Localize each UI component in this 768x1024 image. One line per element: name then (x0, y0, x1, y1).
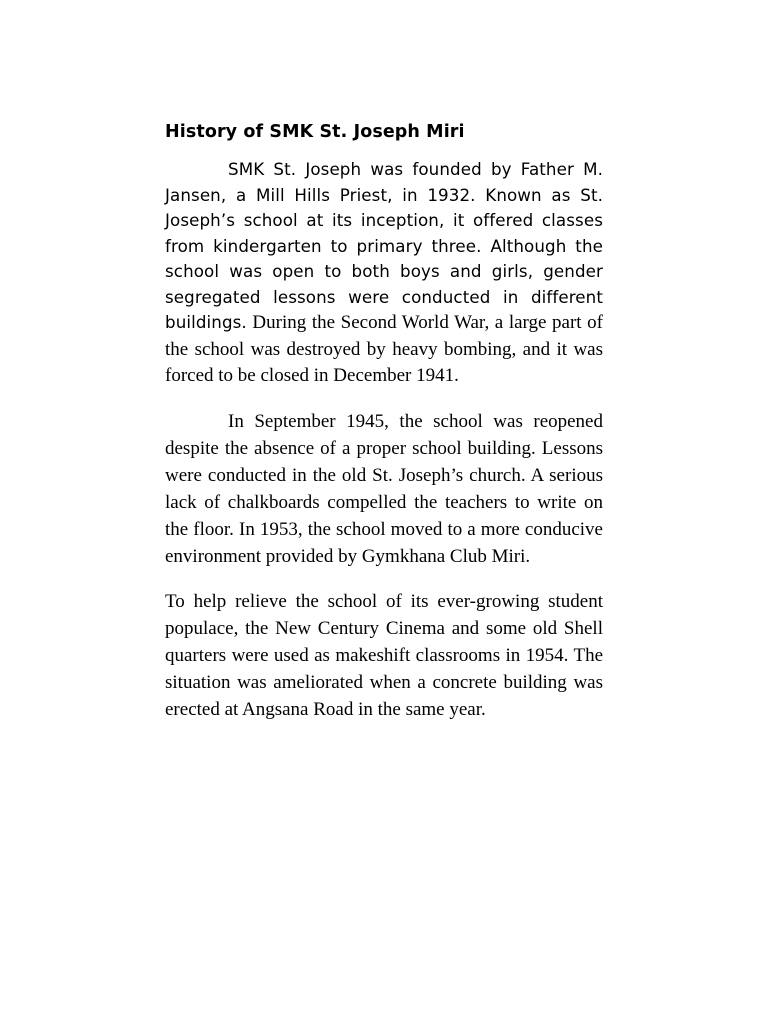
paragraph-founding-sans-text: SMK St. Joseph was founded by Father M. Jansen, a Mill Hills Priest, in 1932. Known as St. Joseph’s school at its inception, it offered classes from kindergarten to primary three. Although the school was open to both boys and girls, gender segregated lessons were conducted in different buildings. (165, 159, 603, 332)
paragraph-founding-serif-text: During the Second World War, a large part of the school was destroyed by heavy bombing, and it was forced to be closed in December 1941. (165, 312, 603, 386)
document-title: History of SMK St. Joseph Miri (165, 122, 465, 142)
paragraph-founding (165, 157, 603, 390)
paragraph-expansion: To help relieve the school of its ever-growing student populace, the New Century Cinema and some old Shell quarters were used as makeshift classrooms in 1954. The situation was ameliorated when a concrete building was erected at Angsana Road in the same year. (165, 590, 603, 720)
document-body (165, 120, 603, 741)
paragraph-reopening: In September 1945, the school was reopened despite the absence of a proper school building. Lessons were conducted in the old St. Joseph’s church. A serious lack of chalkboards compelled the teachers to write on the floor. In 1953, the school moved to a more conducive environment provided by Gymkhana Club Miri. (165, 410, 603, 567)
